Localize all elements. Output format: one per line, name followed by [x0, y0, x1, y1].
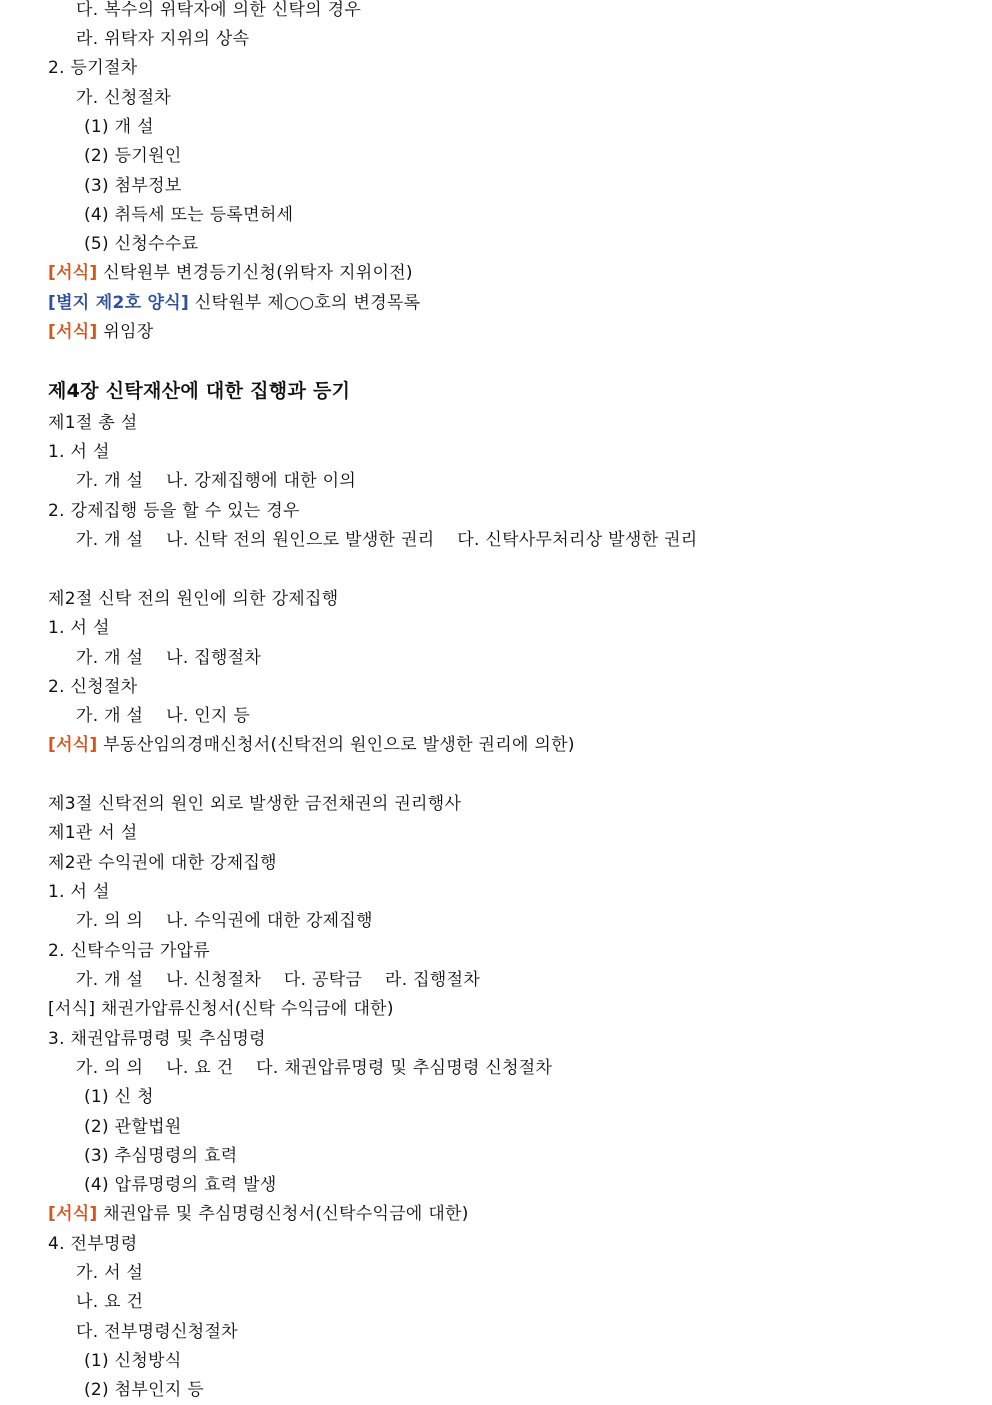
outline-line: 2. 신청절차 [48, 677, 138, 697]
form-title: 위임장 [97, 322, 154, 342]
outline-line: 가. 의 의 나. 요 건 다. 채권압류명령 및 추심명령 신청절차 [76, 1058, 553, 1078]
form-reference-line [48, 731, 575, 760]
subsection-heading: 제2관 수익권에 대한 강제집행 [48, 853, 277, 873]
appendix-title: 신탁원부 제○○호의 변경목록 [189, 293, 421, 313]
outline-line: 3. 채권압류명령 및 추심명령 [48, 1029, 266, 1049]
outline-line: (2) 관할법원 [84, 1117, 182, 1137]
appendix-tag: [별지 제2호 양식] [48, 293, 190, 313]
outline-line: 가. 신청절차 [76, 88, 172, 108]
form-title: 부동산임의경매신청서(신탁전의 원인으로 발생한 권리에 의한) [97, 735, 575, 755]
form-tag: [서식] [48, 1204, 98, 1224]
section-heading: 제2절 신탁 전의 원인에 의한 강제집행 [48, 589, 339, 609]
form-reference-line [48, 259, 413, 288]
outline-line: (1) 개 설 [84, 117, 154, 137]
form-title: 신탁원부 변경등기신청(위탁자 지위이전) [97, 263, 413, 283]
subsection-heading: 제1관 서 설 [48, 823, 138, 843]
outline-line: 2. 등기절차 [48, 58, 138, 78]
outline-line: 다. 복수의 위탁자에 의한 신탁의 경우 [76, 0, 362, 20]
form-title: 채권압류 및 추심명령신청서(신탁수익금에 대한) [97, 1204, 469, 1224]
form-reference-line: [서식] 채권가압류신청서(신탁 수익금에 대한) [48, 999, 394, 1019]
outline-line: 가. 개 설 나. 집행절차 [76, 648, 262, 668]
form-reference-line [48, 318, 153, 347]
outline-line: 2. 신탁수익금 가압류 [48, 941, 211, 961]
outline-line: 1. 서 설 [48, 882, 110, 902]
outline-line: 가. 개 설 나. 강제집행에 대한 이의 [76, 471, 357, 491]
outline-line: 나. 요 건 [76, 1292, 144, 1312]
section-heading: 제1절 총 설 [48, 413, 138, 433]
outline-line: (3) 추심명령의 효력 [84, 1146, 238, 1166]
appendix-reference-line [48, 289, 420, 318]
outline-line: (1) 신 청 [84, 1087, 154, 1107]
outline-line: (4) 압류명령의 효력 발생 [84, 1175, 277, 1195]
outline-line: 라. 위탁자 지위의 상속 [76, 29, 250, 49]
outline-line: 다. 전부명령신청절차 [76, 1322, 238, 1342]
outline-line: 2. 강제집행 등을 할 수 있는 경우 [48, 501, 300, 521]
form-reference-line [48, 1200, 469, 1229]
outline-line: 가. 의 의 나. 수익권에 대한 강제집행 [76, 911, 373, 931]
outline-line: (5) 신청수수료 [84, 234, 199, 254]
form-tag: [서식] [48, 263, 98, 283]
outline-line: 가. 개 설 나. 신청절차 다. 공탁금 라. 집행절차 [76, 970, 481, 990]
chapter-heading: 제4장 신탁재산에 대한 집행과 등기 [48, 380, 351, 402]
outline-line: 가. 개 설 나. 신탁 전의 원인으로 발생한 권리 다. 신탁사무처리상 발생한 권리 [76, 530, 698, 550]
outline-line: 1. 서 설 [48, 442, 110, 462]
outline-line: (2) 첨부인지 등 [84, 1380, 204, 1400]
outline-line: 1. 서 설 [48, 618, 110, 638]
outline-line: (1) 신청방식 [84, 1351, 182, 1371]
outline-line: 가. 서 설 [76, 1263, 144, 1283]
outline-line: (3) 첨부정보 [84, 176, 182, 196]
form-tag: [서식] [48, 322, 98, 342]
section-heading: 제3절 신탁전의 원인 외로 발생한 금전채권의 권리행사 [48, 794, 462, 814]
outline-line: 4. 전부명령 [48, 1234, 138, 1254]
outline-line: (4) 취득세 또는 등록면허세 [84, 205, 294, 225]
outline-line: (2) 등기원인 [84, 146, 182, 166]
form-tag: [서식] [48, 735, 98, 755]
outline-line: 가. 개 설 나. 인지 등 [76, 706, 251, 726]
